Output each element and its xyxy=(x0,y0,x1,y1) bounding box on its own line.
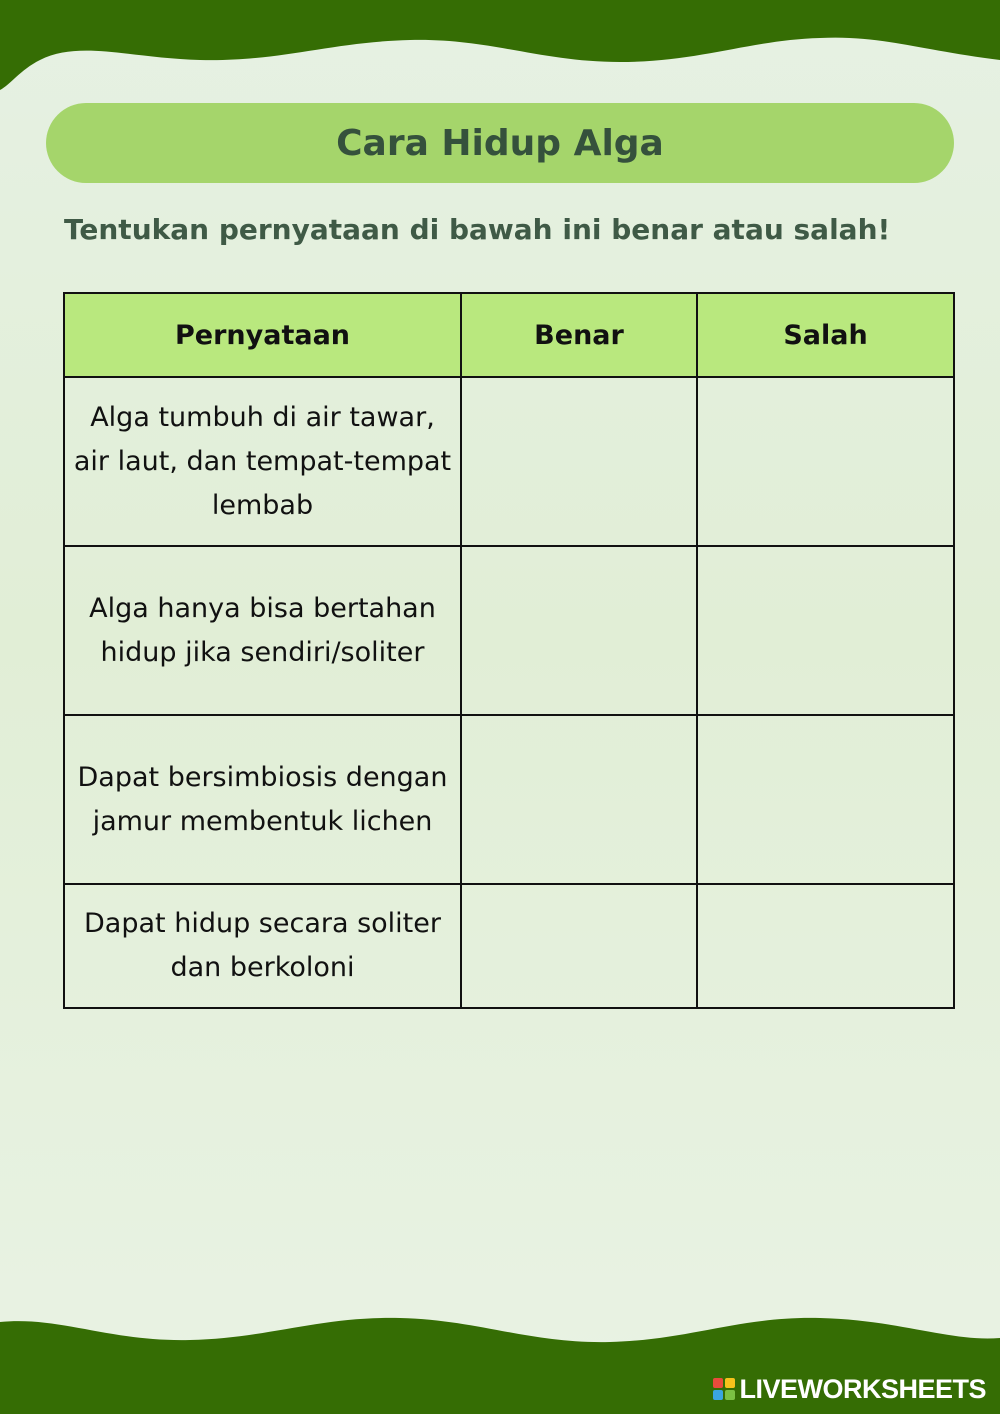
header-pernyataan: Pernyataan xyxy=(64,293,461,377)
statement-cell: Dapat hidup secara soliter dan berkoloni xyxy=(64,884,461,1008)
benar-answer-cell[interactable] xyxy=(461,377,697,546)
logo-mark-icon xyxy=(713,1378,735,1400)
salah-answer-cell[interactable] xyxy=(697,715,954,884)
true-false-table xyxy=(63,292,955,1009)
table-row xyxy=(64,546,954,715)
logo-text: LIVEWORKSHEETS xyxy=(739,1373,986,1404)
benar-answer-cell[interactable] xyxy=(461,884,697,1008)
worksheet-title-text: Cara Hidup Alga xyxy=(336,122,664,164)
header-salah: Salah xyxy=(697,293,954,377)
salah-answer-cell[interactable] xyxy=(697,546,954,715)
table-row xyxy=(64,884,954,1008)
benar-answer-cell[interactable] xyxy=(461,715,697,884)
benar-answer-cell[interactable] xyxy=(461,546,697,715)
statement-cell: Dapat bersimbiosis dengan jamur membentuk lichen xyxy=(64,715,461,884)
header-benar: Benar xyxy=(461,293,697,377)
liveworksheets-logo xyxy=(713,1374,986,1404)
salah-answer-cell[interactable] xyxy=(697,377,954,546)
table-row xyxy=(64,715,954,884)
table-header-row xyxy=(64,293,954,377)
statement-cell: Alga hanya bisa bertahan hidup jika sendiri/soliter xyxy=(64,546,461,715)
statement-cell: Alga tumbuh di air tawar, air laut, dan tempat-tempat lembab xyxy=(64,377,461,546)
worksheet-title xyxy=(46,103,954,183)
top-wave-banner xyxy=(0,0,1000,100)
instruction-text: Tentukan pernyataan di bawah ini benar atau salah! xyxy=(64,213,891,246)
table-row xyxy=(64,377,954,546)
salah-answer-cell[interactable] xyxy=(697,884,954,1008)
